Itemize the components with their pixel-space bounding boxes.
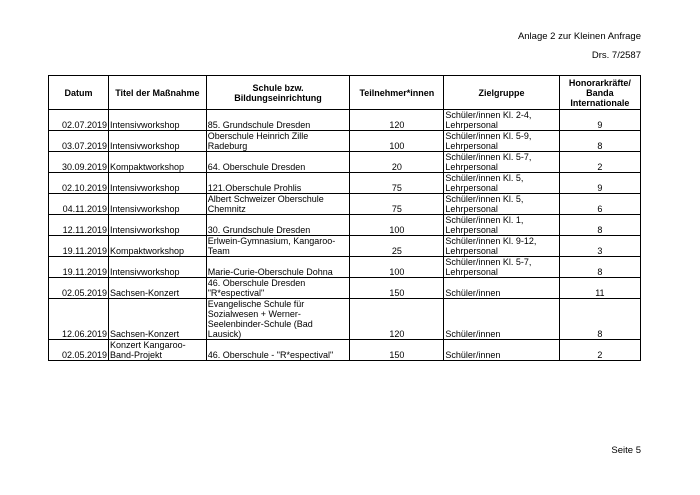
cell-honorarkraefte: 3: [559, 236, 640, 257]
page-number: Seite 5: [611, 445, 641, 456]
cell-schule: 121.Oberschule Prohlis: [206, 173, 350, 194]
cell-schule: 46. Oberschule Dresden "R*espectival": [206, 278, 350, 299]
page-header: [518, 27, 641, 65]
cell-zielgruppe: Schüler/innen Kl. 5, Lehrpersonal: [444, 194, 559, 215]
cell-honorarkraefte: 11: [559, 278, 640, 299]
table-header-row: [49, 76, 641, 110]
header-document-title: Anlage 2 zur Kleinen Anfrage: [517, 31, 641, 42]
events-table: [48, 75, 641, 361]
cell-titel: Sachsen-Konzert: [109, 278, 207, 299]
cell-datum: 02.05.2019: [49, 278, 109, 299]
table-row: [49, 257, 641, 278]
table-row: [49, 215, 641, 236]
cell-datum: 02.10.2019: [49, 173, 109, 194]
cell-honorarkraefte: 9: [559, 110, 640, 131]
table-row: [49, 340, 641, 361]
cell-schule: 30. Grundschule Dresden: [206, 215, 350, 236]
cell-schule: 64. Oberschule Dresden: [206, 152, 350, 173]
cell-honorarkraefte: 2: [559, 340, 640, 361]
cell-honorarkraefte: 8: [559, 131, 640, 152]
cell-titel: Kompaktworkshop: [109, 236, 207, 257]
cell-zielgruppe: Schüler/innen: [444, 299, 559, 340]
col-header-honorarkraefte: Honorarkräfte/ Banda Internationale: [559, 76, 640, 110]
cell-zielgruppe: Schüler/innen Kl. 2-4, Lehrpersonal: [444, 110, 559, 131]
col-header-schule: Schule bzw. Bildungseinrichtung: [206, 76, 350, 110]
cell-titel: Intensivworkshop: [109, 110, 207, 131]
cell-titel: Intensivworkshop: [109, 131, 207, 152]
cell-zielgruppe: Schüler/innen Kl. 5-7, Lehrpersonal: [444, 152, 559, 173]
cell-zielgruppe: Schüler/innen: [444, 278, 559, 299]
cell-honorarkraefte: 2: [559, 152, 640, 173]
cell-teilnehmer: 120: [350, 299, 444, 340]
cell-titel: Kompaktworkshop: [109, 152, 207, 173]
cell-schule: 46. Oberschule - "R*espectival": [206, 340, 350, 361]
table-row: [49, 194, 641, 215]
cell-datum: 19.11.2019: [49, 236, 109, 257]
cell-schule: Oberschule Heinrich Zille Radeburg: [206, 131, 350, 152]
cell-datum: 12.06.2019: [49, 299, 109, 340]
cell-teilnehmer: 100: [350, 257, 444, 278]
cell-titel: Intensivworkshop: [109, 215, 207, 236]
cell-titel: Intensivworkshop: [109, 173, 207, 194]
col-header-zielgruppe: Zielgruppe: [444, 76, 559, 110]
table-row: [49, 131, 641, 152]
cell-teilnehmer: 100: [350, 131, 444, 152]
cell-schule: Erlwein-Gymnasium, Kangaroo-Team: [206, 236, 350, 257]
table-row: [49, 110, 641, 131]
header-document-number: Drs. 7/2587: [591, 50, 641, 61]
cell-honorarkraefte: 8: [559, 299, 640, 340]
cell-honorarkraefte: 8: [559, 257, 640, 278]
col-header-datum: Datum: [49, 76, 109, 110]
table-row: [49, 299, 641, 340]
cell-datum: 04.11.2019: [49, 194, 109, 215]
cell-teilnehmer: 20: [350, 152, 444, 173]
cell-teilnehmer: 150: [350, 278, 444, 299]
col-header-teilnehmer: Teilnehmer*innen: [350, 76, 444, 110]
cell-schule: 85. Grundschule Dresden: [206, 110, 350, 131]
cell-schule: Marie-Curie-Oberschule Dohna: [206, 257, 350, 278]
cell-teilnehmer: 150: [350, 340, 444, 361]
table-row: [49, 173, 641, 194]
cell-teilnehmer: 75: [350, 173, 444, 194]
cell-honorarkraefte: 8: [559, 215, 640, 236]
cell-titel: Intensivworkshop: [109, 194, 207, 215]
cell-teilnehmer: 100: [350, 215, 444, 236]
cell-teilnehmer: 75: [350, 194, 444, 215]
cell-zielgruppe: Schüler/innen Kl. 5, Lehrpersonal: [444, 173, 559, 194]
cell-zielgruppe: Schüler/innen Kl. 9-12, Lehrpersonal: [444, 236, 559, 257]
cell-honorarkraefte: 9: [559, 173, 640, 194]
cell-datum: 19.11.2019: [49, 257, 109, 278]
cell-zielgruppe: Schüler/innen: [444, 340, 559, 361]
cell-schule: Albert Schweizer Oberschule Chemnitz: [206, 194, 350, 215]
table-row: [49, 152, 641, 173]
cell-datum: 03.07.2019: [49, 131, 109, 152]
cell-schule: Evangelische Schule für Sozialwesen + Werner-Seelenbinder-Schule (Bad Lausick): [206, 299, 350, 340]
cell-teilnehmer: 25: [350, 236, 444, 257]
table-row: [49, 278, 641, 299]
cell-titel: Intensivworkshop: [109, 257, 207, 278]
cell-titel: Konzert Kangaroo-Band-Projekt: [109, 340, 207, 361]
cell-datum: 02.05.2019: [49, 340, 109, 361]
cell-honorarkraefte: 6: [559, 194, 640, 215]
col-header-titel: Titel der Maßnahme: [109, 76, 207, 110]
cell-datum: 02.07.2019: [49, 110, 109, 131]
cell-zielgruppe: Schüler/innen Kl. 5-7, Lehrpersonal: [444, 257, 559, 278]
table-row: [49, 236, 641, 257]
cell-titel: Sachsen-Konzert: [109, 299, 207, 340]
cell-zielgruppe: Schüler/innen Kl. 5-9, Lehrpersonal: [444, 131, 559, 152]
cell-teilnehmer: 120: [350, 110, 444, 131]
cell-zielgruppe: Schüler/innen Kl. 1, Lehrpersonal: [444, 215, 559, 236]
cell-datum: 12.11.2019: [49, 215, 109, 236]
cell-datum: 30.09.2019: [49, 152, 109, 173]
